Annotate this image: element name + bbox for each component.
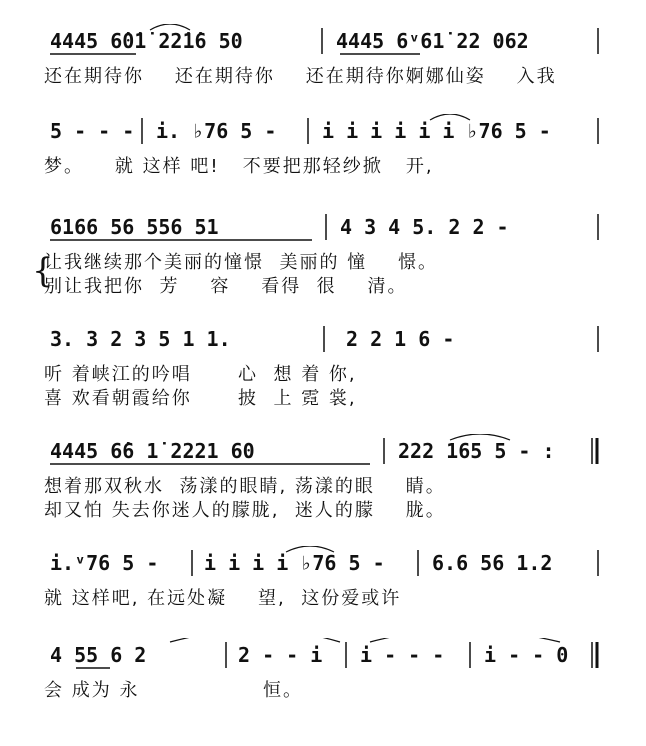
bar-1-notes: 4445 6̇0̇1̇ 22̇1̇6 50: [50, 29, 243, 53]
bar-2-notes: i i i i ♭76 5 -: [204, 551, 385, 575]
lyric-line-2: 别让我把你 芳 容 看得 很 清。: [44, 276, 408, 297]
bar-1-notes: i.ᵛ76 5 -: [50, 551, 159, 575]
lyric-line-1: 听 着峡江的吟唱 心 想 着 你,: [44, 364, 357, 385]
lyric-line-2: 喜 欢看朝霞给你 披 上 霓 裳,: [44, 388, 357, 409]
bar-2-notes: 2 2 1 6 -: [346, 327, 455, 351]
notation-row-3: [0, 210, 646, 244]
bar-1-notes: 5 - - -: [50, 119, 135, 143]
bar-2-notes: i. ♭76 5 -: [156, 119, 277, 143]
lyric-line-1: 想着那双秋水 荡漾的眼睛, 荡漾的眼 睛。: [44, 476, 446, 497]
notation-row-5: [0, 434, 646, 468]
bar-2-notes: 4 3 4 5. 2 2 -: [340, 215, 509, 239]
tie-arc: [370, 638, 560, 642]
notation-row-6: [0, 546, 646, 580]
notation-row-2: [0, 114, 646, 148]
bar-3-notes: 6.6 56 1.2: [432, 551, 553, 575]
bar-1-notes: 4445 6̇6 1̇ 2221 60: [50, 439, 255, 463]
notation-row-1: [0, 24, 646, 58]
bar-1-notes: 4 55 6 2: [50, 643, 147, 667]
bar-3-notes: i i i i i i ♭76 5 -: [322, 119, 551, 143]
lyric-line: 还在期待你 还在期待你 还在期待你婀娜仙姿 入我: [44, 66, 557, 87]
notation-row-7: [0, 638, 646, 672]
bar-2-notes: 222 165 5 - :: [398, 439, 555, 463]
tie-arc: [170, 638, 340, 642]
lyric-line-2: 却又怕 失去你迷人的朦胧, 迷人的朦 胧。: [44, 500, 446, 521]
notation-row-4: [0, 322, 646, 356]
lyric-line: 会 成为 永 恒。: [44, 680, 303, 701]
lyric-line: 就 这样吧, 在远处凝 望, 这份爱或许: [44, 588, 402, 609]
verse-brace: {: [32, 251, 54, 291]
bar-2-notes: 4445 6ᵛ61̇ 22 062: [336, 29, 529, 53]
bar-2-notes: 2 - - i: [238, 643, 323, 667]
bar-3-notes: i - - -: [360, 643, 445, 667]
lyric-line-1: 让我继续那个美丽的憧憬 美丽的 憧 憬。: [44, 252, 439, 273]
bar-1-notes: 6166 56 556 51: [50, 215, 219, 239]
bar-1-notes: 3. 3 2 3 5 1 1.: [50, 327, 231, 351]
lyric-line: 梦。 就 这样 吧! 不要把那轻纱掀 开,: [44, 156, 434, 177]
bar-4-notes: i - - 0: [484, 643, 569, 667]
